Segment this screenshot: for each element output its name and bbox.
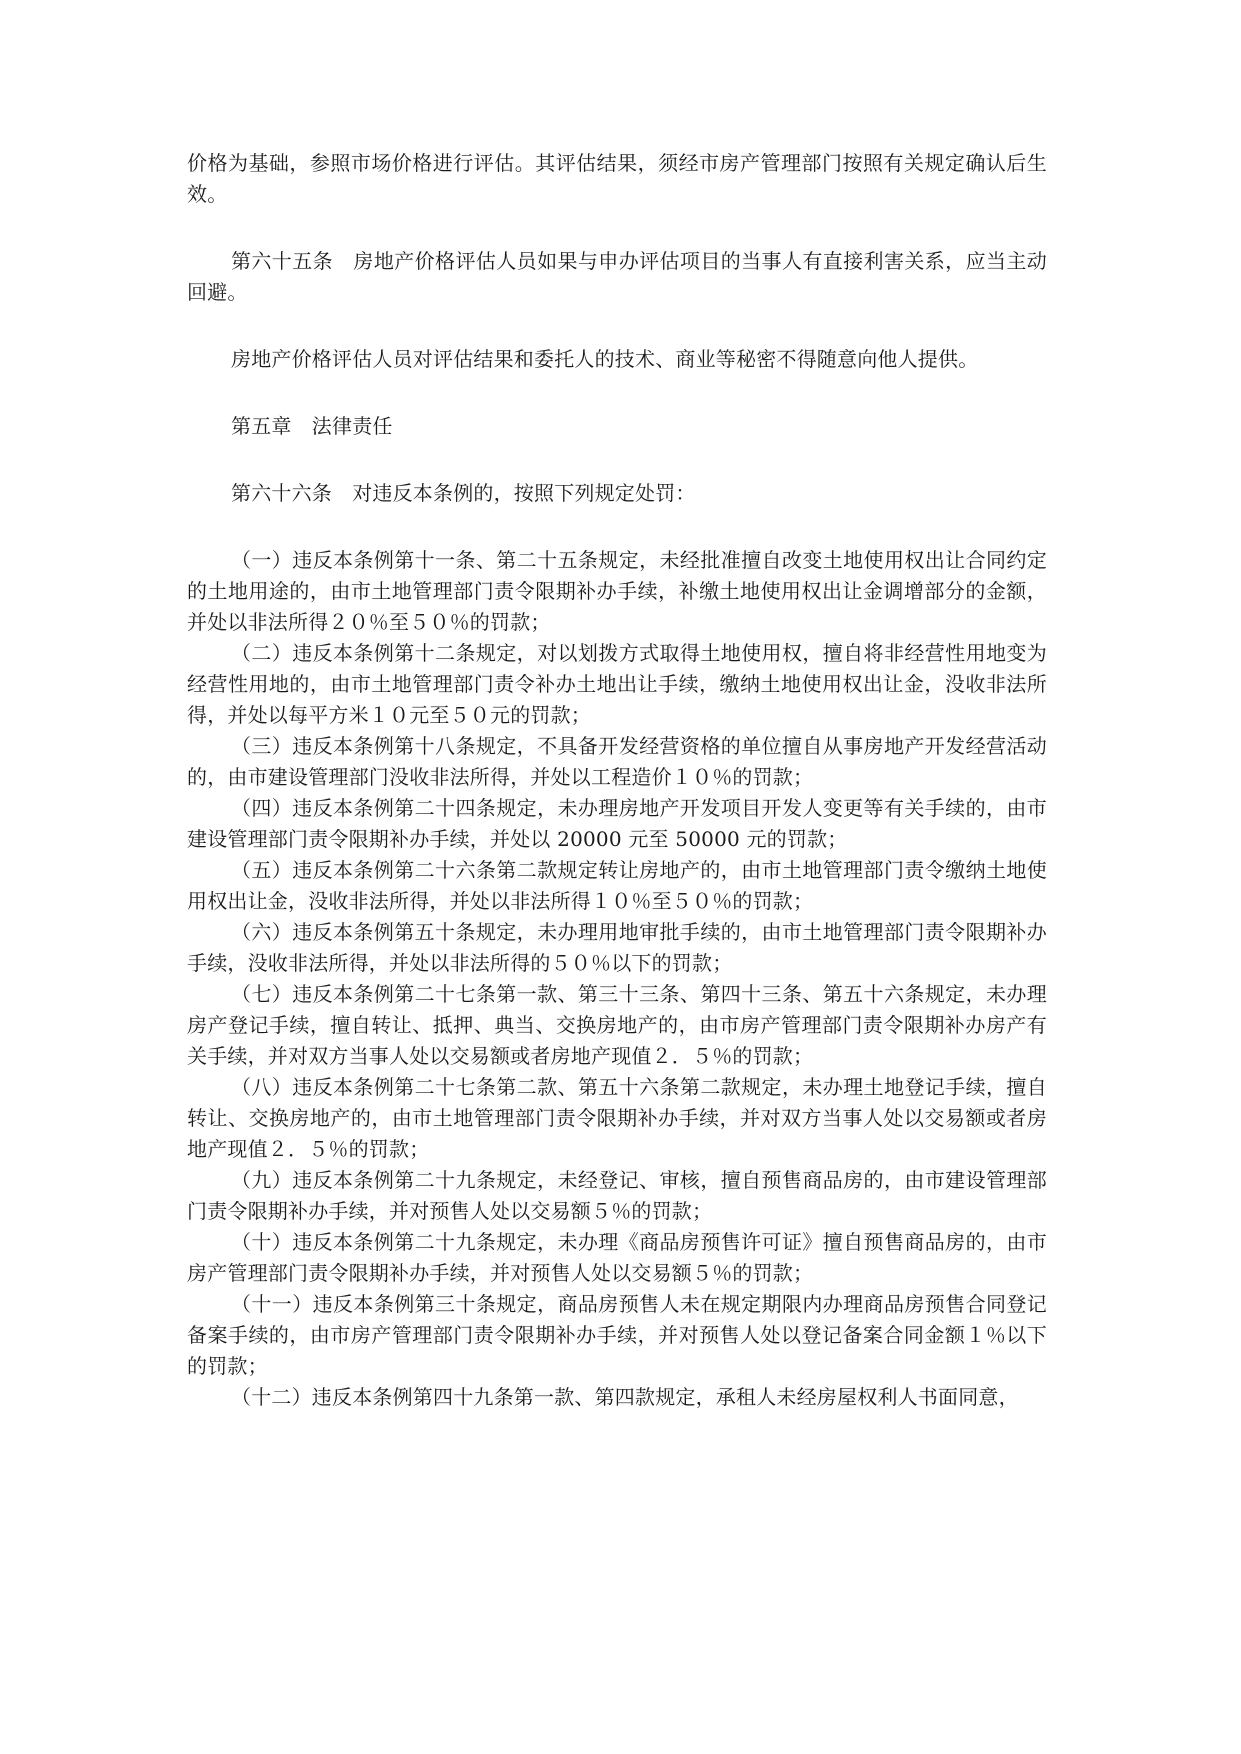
- list-item: （九）违反本条例第二十九条规定，未经登记、审核，擅自预售商品房的，由市建设管理部门责令限期补办手续，并对预售人处以交易额５％的罚款；: [187, 1168, 1047, 1223]
- list-item: （十一）违反本条例第三十条规定，商品房预售人未在规定期限内办理商品房预售合同登记备案手续的，由市房产管理部门责令限期补办手续，并对预售人处以登记备案合同金额１％以下的罚款；: [187, 1292, 1047, 1378]
- list-item: （十二）违反本条例第四十九条第一款、第四款规定，承租人未经房屋权利人书面同意，: [231, 1385, 1019, 1409]
- list-item: （八）违反本条例第二十七条第二款、第五十六条第二款规定，未办理土地登记手续，擅自转让、交换房地产的，由市土地管理部门责令限期补办手续，并对双方当事人处以交易额或者房地产现值２．５％的罚款；: [187, 1075, 1047, 1161]
- list-item: （一）违反本条例第十一条、第二十五条规定，未经批准擅自改变土地使用权出让合同约定的土地用途的，由市土地管理部门责令限期补办手续，补缴土地使用权出让金调增部分的金额，并处以非法所得２０％至５０％的罚款；: [187, 548, 1047, 634]
- list-item: （三）违反本条例第十八条规定，不具备开发经营资格的单位擅自从事房地产开发经营活动的，由市建设管理部门没收非法所得，并处以工程造价１０％的罚款；: [187, 734, 1047, 789]
- list-item: （五）违反本条例第二十六条第二款规定转让房地产的，由市土地管理部门责令缴纳土地使用权出让金，没收非法所得，并处以非法所得１０％至５０％的罚款；: [187, 858, 1047, 913]
- chapter-heading: 第五章 法律责任: [231, 414, 393, 438]
- paragraph-continuation: 价格为基础，参照市场价格进行评估。其评估结果，须经市房产管理部门按照有关规定确认后生效。: [187, 151, 1047, 206]
- list-item: （二）违反本条例第十二条规定，对以划拨方式取得土地使用权，擅自将非经营性用地变为经营性用地的，由市土地管理部门责令补办土地出让手续，缴纳土地使用权出让金，没收非法所得，并处以每平方米１０元至５０元的罚款；: [187, 641, 1047, 727]
- list-item: （六）违反本条例第五十条规定，未办理用地审批手续的，由市土地管理部门责令限期补办手续，没收非法所得，并处以非法所得的５０％以下的罚款；: [187, 920, 1047, 975]
- article-65: 第六十五条 房地产价格评估人员如果与申办评估项目的当事人有直接利害关系，应当主动回避。: [187, 249, 1047, 304]
- article-65-clause-2: 房地产价格评估人员对评估结果和委托人的技术、商业等秘密不得随意向他人提供。: [231, 347, 979, 371]
- document-body: [187, 148, 1047, 1413]
- article-66: 第六十六条 对违反本条例的，按照下列规定处罚：: [231, 481, 696, 505]
- list-item: （七）违反本条例第二十七条第一款、第三十三条、第四十三条、第五十六条规定，未办理房产登记手续，擅自转让、抵押、典当、交换房地产的，由市房产管理部门责令限期补办房产有关手续，并对双方当事人处以交易额或者房地产现值２．５％的罚款；: [187, 982, 1047, 1068]
- list-item: （十）违反本条例第二十九条规定，未办理《商品房预售许可证》擅自预售商品房的，由市房产管理部门责令限期补办手续，并对预售人处以交易额５％的罚款；: [187, 1230, 1047, 1285]
- list-item: （四）违反本条例第二十四条规定，未办理房地产开发项目开发人变更等有关手续的，由市建设管理部门责令限期补办手续，并处以 20000 元至 50000 元的罚款；: [187, 796, 1047, 851]
